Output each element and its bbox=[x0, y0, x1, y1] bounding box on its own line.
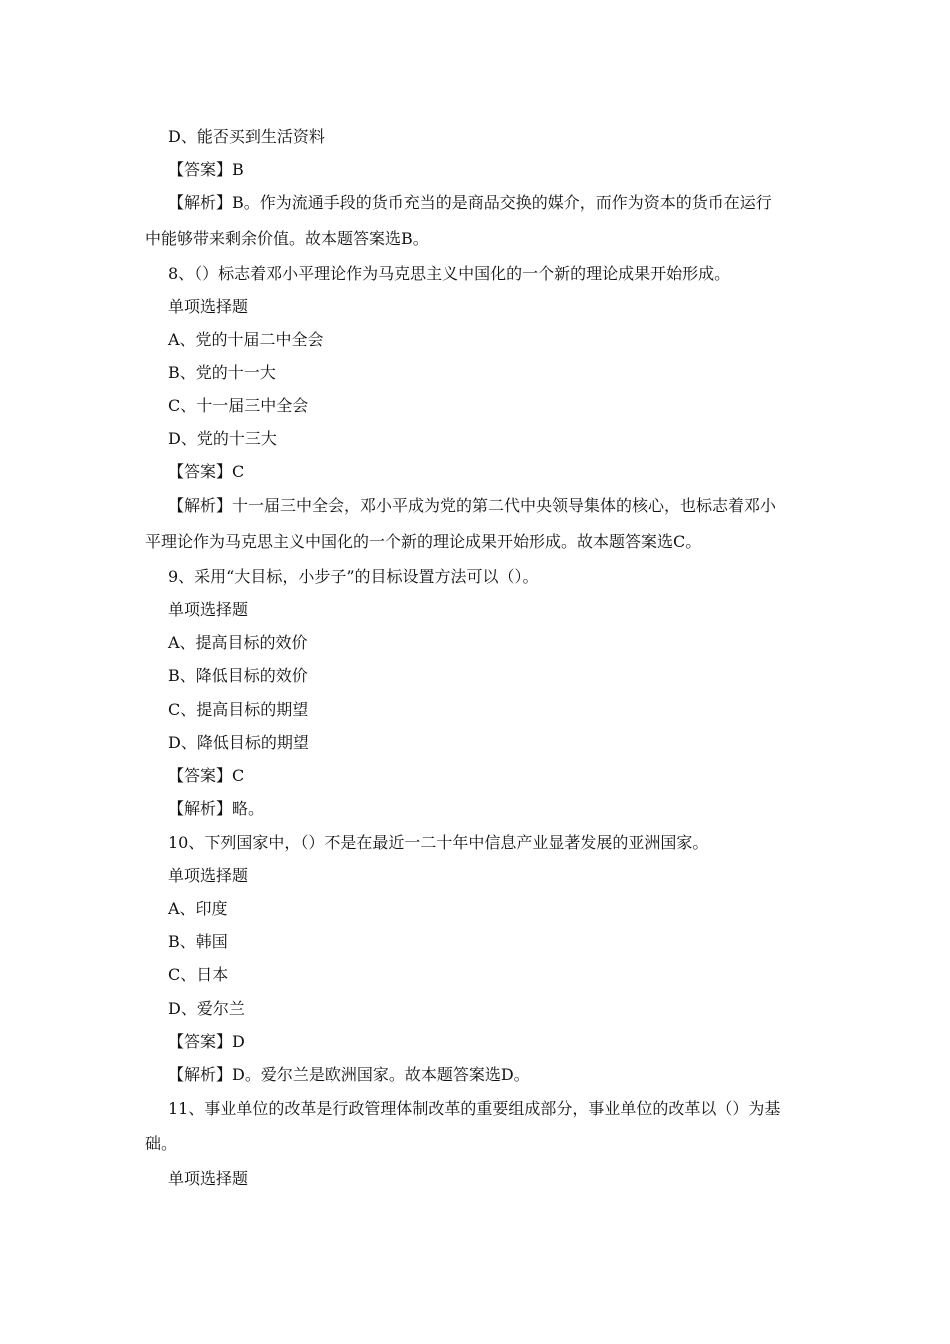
question-type-q9: 单项选择题 bbox=[168, 600, 249, 619]
answer-q8: 【答案】C bbox=[168, 462, 245, 481]
analysis-q8: 【解析】十一届三中全会，邓小平成为党的第二代中央领导集体的核心，也标志着邓小 bbox=[168, 496, 777, 515]
analysis-q7-cont: 中能够带来剩余价值。故本题答案选B。 bbox=[145, 229, 429, 248]
analysis-q8-cont: 平理论作为马克思主义中国化的一个新的理论成果开始形成。故本题答案选C。 bbox=[145, 532, 702, 551]
answer-q10: 【答案】D bbox=[168, 1032, 245, 1051]
question-8: 8、（）标志着邓小平理论作为马克思主义中国化的一个新的理论成果开始形成。 bbox=[168, 264, 731, 283]
option-d-q9: D、降低目标的期望 bbox=[168, 733, 309, 752]
option-c-q9: C、提高目标的期望 bbox=[168, 700, 309, 719]
option-d-q10: D、爱尔兰 bbox=[168, 999, 245, 1018]
question-type-q10: 单项选择题 bbox=[168, 866, 249, 885]
question-10: 10、下列国家中，（）不是在最近一二十年中信息产业显著发展的亚洲国家。 bbox=[168, 833, 709, 852]
option-d-q8: D、党的十三大 bbox=[168, 429, 277, 448]
option-b-q9: B、降低目标的效价 bbox=[168, 666, 308, 685]
option-c-q8: C、十一届三中全会 bbox=[168, 396, 309, 415]
question-11-cont: 础。 bbox=[145, 1134, 178, 1153]
question-type-q8: 单项选择题 bbox=[168, 297, 249, 316]
option-a-q8: A、党的十届二中全会 bbox=[168, 330, 324, 349]
option-a-q10: A、印度 bbox=[168, 899, 228, 918]
analysis-q9: 【解析】略。 bbox=[168, 799, 265, 818]
option-a-q9: A、提高目标的效价 bbox=[168, 633, 308, 652]
analysis-q10: 【解析】D。爱尔兰是欧洲国家。故本题答案选D。 bbox=[168, 1065, 530, 1084]
option-c-q10: C、日本 bbox=[168, 965, 229, 984]
answer-q7: 【答案】B bbox=[168, 160, 244, 179]
option-d-q7: D、能否买到生活资料 bbox=[168, 127, 325, 146]
question-9: 9、采用“大目标，小步子”的目标设置方法可以（）。 bbox=[168, 567, 539, 586]
option-b-q10: B、韩国 bbox=[168, 932, 228, 951]
question-11: 11、事业单位的改革是行政管理体制改革的重要组成部分，事业单位的改革以（）为基 bbox=[168, 1099, 781, 1118]
question-type-q11: 单项选择题 bbox=[168, 1169, 249, 1188]
option-b-q8: B、党的十一大 bbox=[168, 363, 276, 382]
analysis-q7: 【解析】B。作为流通手段的货币充当的是商品交换的媒介，而作为资本的货币在运行 bbox=[168, 193, 772, 212]
answer-q9: 【答案】C bbox=[168, 766, 245, 785]
